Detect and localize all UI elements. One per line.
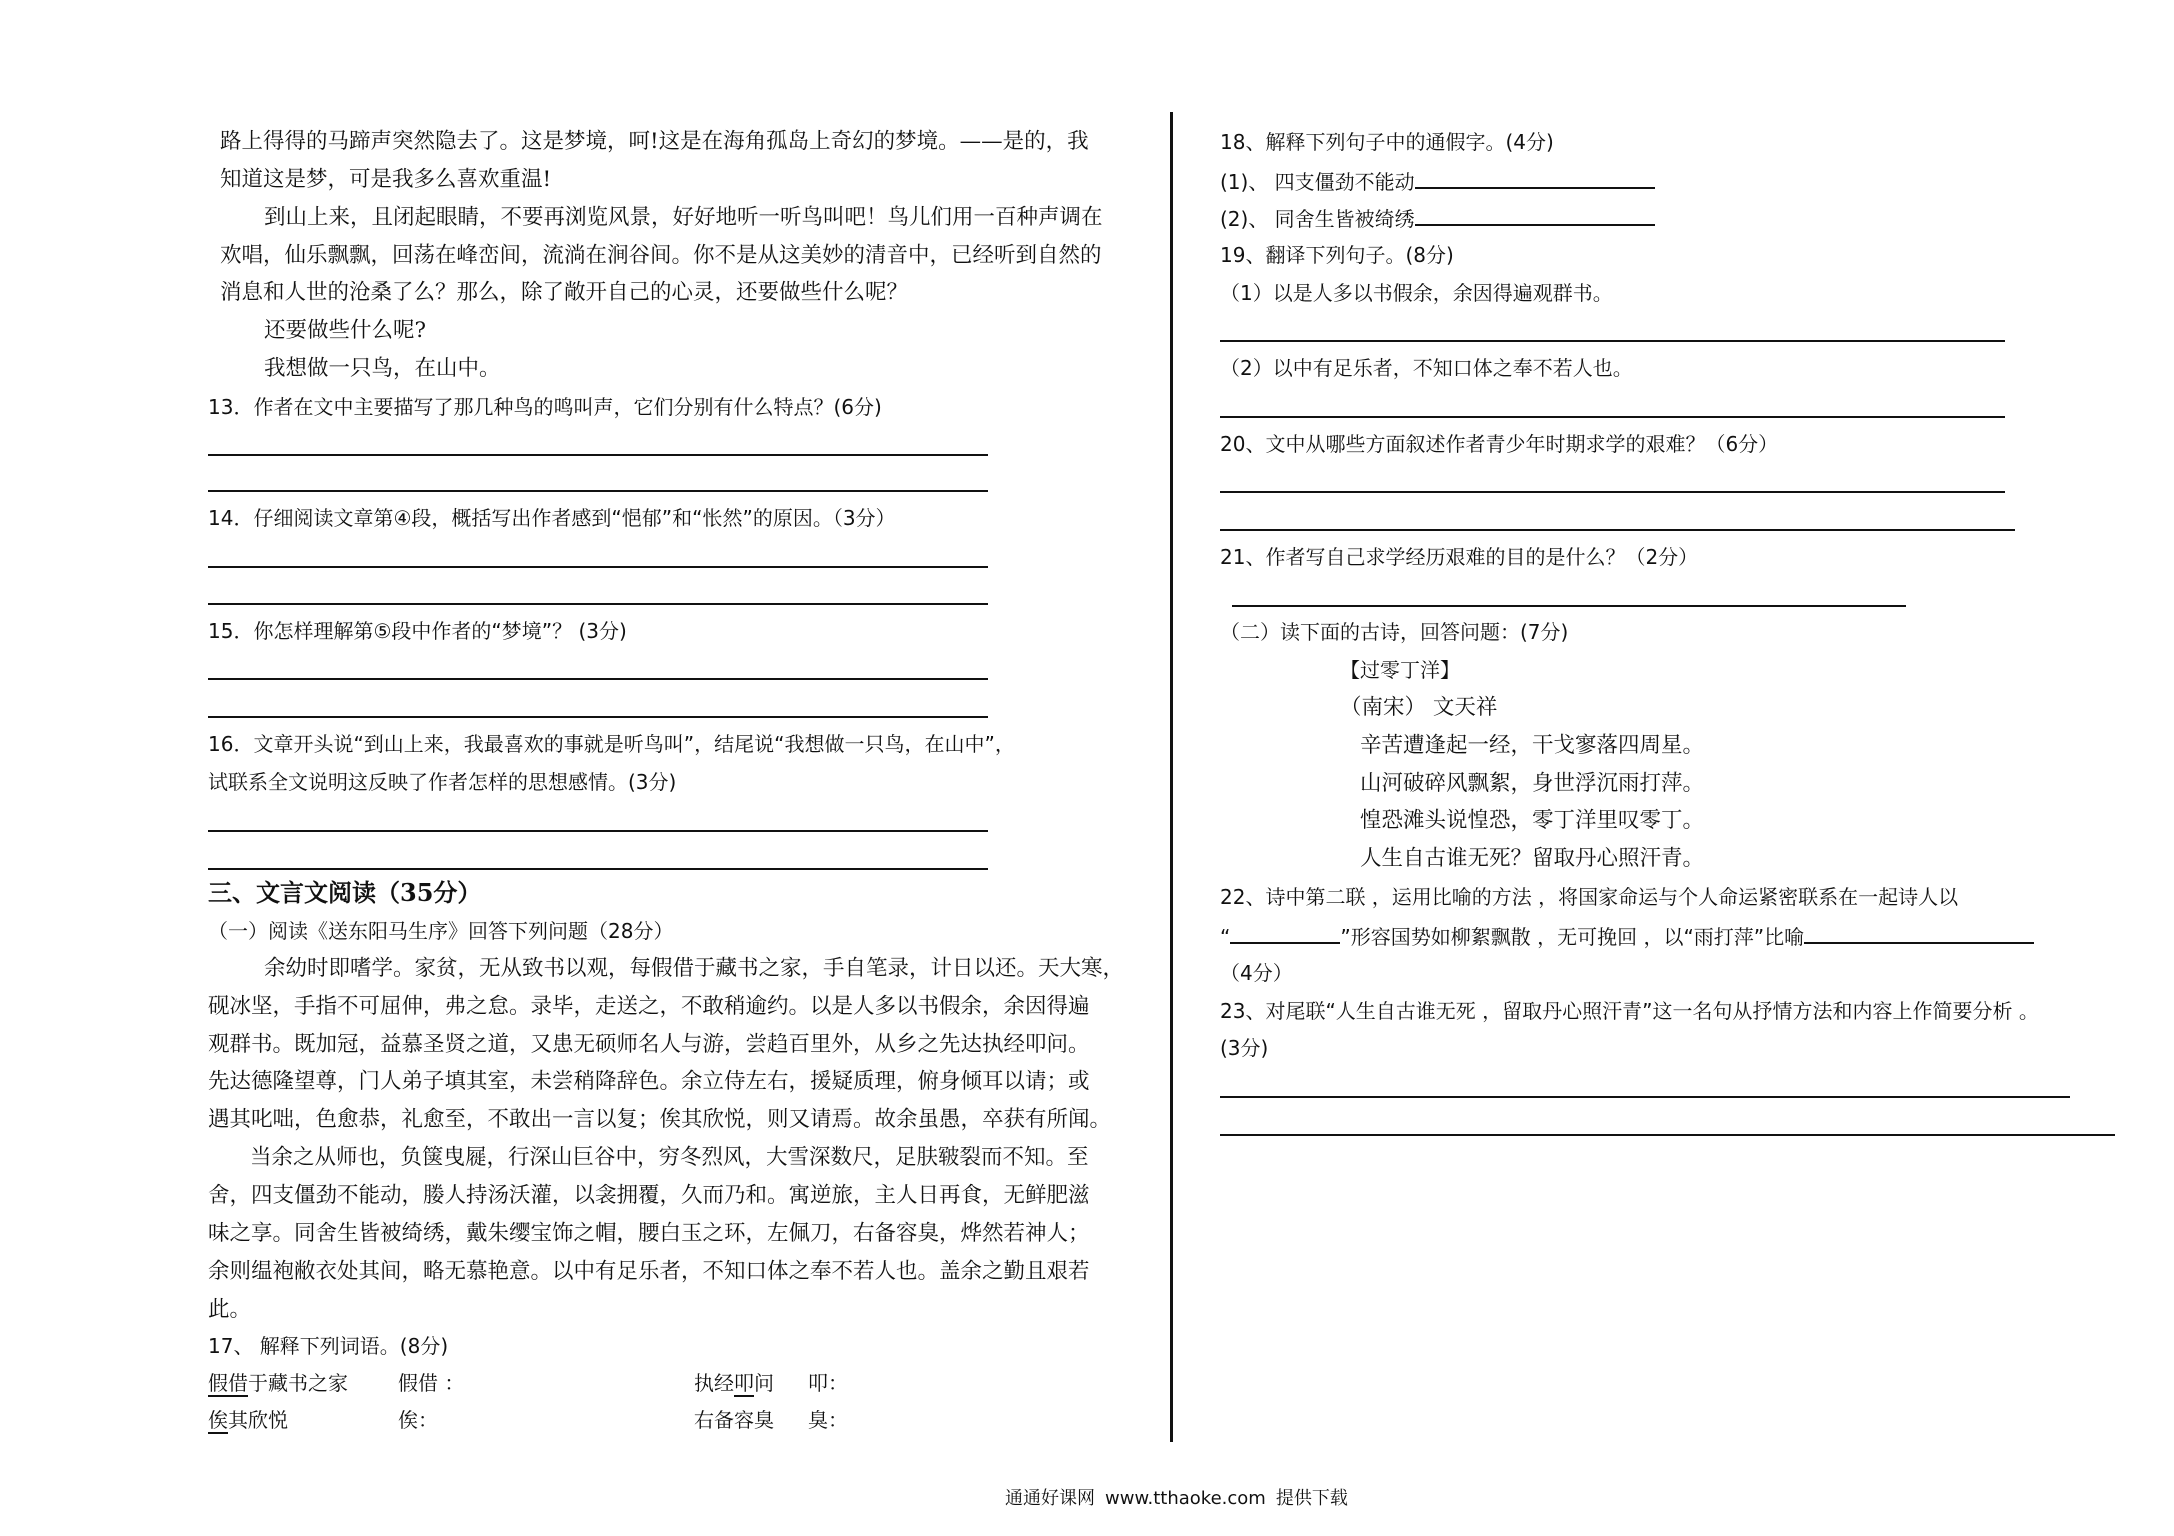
- vocab-answer[interactable]: 假借 ：: [398, 1371, 465, 1395]
- vocab-item: [208, 1405, 288, 1435]
- classical-text-line: 味之享。同舍生皆被绮绣，戴朱缨宝饰之帽，腰白玉之环，左佩刀，右备容臭，烨然若神人；: [208, 1221, 1090, 1246]
- vocab-answer[interactable]: 叩：: [808, 1371, 848, 1395]
- classical-text-line: 当余之从师也，负箧曳屣，行深山巨谷中，穷冬烈风，大雪深数尺，足肤皲裂而不知。至: [250, 1145, 1089, 1170]
- vocab-item: [694, 1368, 774, 1398]
- poem-line: 辛苦遭逢起一经，干戈寥落四周星。: [1360, 733, 1705, 758]
- passage-line: 还要做些什么呢?: [264, 318, 427, 343]
- question-23: 23、对尾联“人生自古谁无死 ，留取丹心照汗青”这一名句从抒情方法和内容上作简要分析 。: [1220, 999, 2039, 1023]
- vocab-target: 叩: [734, 1371, 754, 1395]
- question-19: 19、翻译下列句子。(8分): [1220, 243, 1454, 267]
- question-17: 17、 解释下列词语。(8分): [208, 1334, 449, 1358]
- question-18-item: [1220, 202, 1655, 234]
- classical-text-line: 遇其叱咄，色愈恭，礼愈至，不敢出一言以复；俟其欣悦，则又请焉。故余虽愚，卒获有所闻。: [208, 1107, 1112, 1132]
- answer-line[interactable]: [208, 678, 988, 680]
- answer-line[interactable]: [1220, 491, 2005, 493]
- item-text: (1)、 四支僵劲不能动: [1220, 170, 1415, 194]
- vocab-context: 问: [754, 1371, 774, 1395]
- answer-blank[interactable]: [1415, 165, 1655, 189]
- answer-blank[interactable]: [1415, 202, 1655, 226]
- question-13: 13．作者在文中主要描写了那几种鸟的鸣叫声，它们分别有什么特点？(6分): [208, 395, 882, 419]
- answer-line[interactable]: [1232, 605, 1906, 607]
- vocab-target: 俟: [208, 1408, 228, 1432]
- answer-line[interactable]: [1220, 340, 2005, 342]
- question-18: 18、解释下列句子中的通假字。(4分): [1220, 130, 1554, 154]
- vocab-context: 其欣悦: [228, 1408, 288, 1432]
- passage-line: 欢唱，仙乐飘飘，回荡在峰峦间，流淌在涧谷间。你不是从这美妙的清音中，已经听到自然的: [220, 243, 1102, 268]
- vocab-answer[interactable]: 臭：: [808, 1408, 848, 1432]
- question-22: 22、诗中第二联 ，运用比喻的方法 ，将国家命运与个人命运紧密联系在一起诗人以: [1220, 885, 1959, 909]
- vocab-context: 于藏书之家: [248, 1371, 348, 1395]
- question-14: 14．仔细阅读文章第④段，概括写出作者感到“悒郁”和“怅然”的原因。（3分）: [208, 506, 896, 530]
- question-15: 15．你怎样理解第⑤段中作者的“梦境”？ (3分): [208, 619, 627, 643]
- passage-line: 消息和人世的沧桑了么？那么，除了敞开自己的心灵，还要做些什么呢？: [220, 280, 909, 305]
- vocab-answer[interactable]: 俟：: [398, 1408, 438, 1432]
- passage-line: 路上得得的马蹄声突然隐去了。这是梦境，呵!这是在海角孤岛上奇幻的梦境。——是的，我: [220, 129, 1089, 154]
- question-21: 21、作者写自己求学经历艰难的目的是什么？（2分）: [1220, 545, 1699, 569]
- passage-line: 到山上来，且闭起眼睛，不要再浏览风景，好好地听一听鸟叫吧！鸟儿们用一百种声调在: [264, 205, 1103, 230]
- section-3-title: 三、文言文阅读（35分）: [208, 878, 482, 907]
- answer-line[interactable]: [1220, 529, 2015, 531]
- answer-line[interactable]: [208, 603, 988, 605]
- answer-blank[interactable]: [1230, 920, 1340, 944]
- answer-line[interactable]: [1220, 416, 2005, 418]
- footer-url[interactable]: www.tthaoke.com: [1105, 1488, 1266, 1509]
- page-footer: [1005, 1484, 1358, 1510]
- question-19-item: （2）以中有足乐者，不知口体之奉不若人也。: [1220, 356, 1633, 380]
- answer-blank[interactable]: [1804, 920, 2034, 944]
- question-19-item: （1）以是人多以书假余，余因得遍观群书。: [1220, 281, 1613, 305]
- subsection-2-title: （二）读下面的古诗，回答问题：(7分): [1220, 620, 1569, 644]
- poem-author: （南宋） 文天祥: [1340, 695, 1498, 720]
- classical-text-line: 此。: [208, 1297, 252, 1322]
- answer-line[interactable]: [1220, 1134, 2115, 1136]
- question-16: 试联系全文说明这反映了作者怎样的思想感情。(3分): [208, 770, 677, 794]
- answer-line[interactable]: [208, 454, 988, 456]
- poem-line: 惶恐滩头说惶恐，零丁洋里叹零丁。: [1360, 808, 1705, 833]
- answer-line[interactable]: [208, 490, 988, 492]
- item-text: (2)、 同舍生皆被绮绣: [1220, 207, 1415, 231]
- poem-title: 【过零丁洋】: [1340, 658, 1460, 682]
- footer-note: 提供下载: [1275, 1488, 1348, 1509]
- question-20: 20、文中从哪些方面叙述作者青少年时期求学的艰难？（6分）: [1220, 432, 1779, 456]
- classical-text-line: 余幼时即嗜学。家贫，无从致书以观，每假借于藏书之家，手自笔录，计日以还。天大寒，: [264, 956, 1125, 981]
- question-18-item: [1220, 165, 1655, 197]
- question-23: (3分): [1220, 1036, 1269, 1060]
- vocab-target: 假借: [208, 1371, 248, 1395]
- answer-line[interactable]: [208, 566, 988, 568]
- vocab-context: 执经: [694, 1371, 734, 1395]
- footer-site-name: 通通好课网: [1005, 1488, 1095, 1509]
- poem-line: 人生自古谁无死？留取丹心照汗青。: [1360, 846, 1705, 871]
- answer-line[interactable]: [1220, 1096, 2070, 1098]
- vocab-item: [208, 1368, 348, 1398]
- classical-text-line: 观群书。既加冠，益慕圣贤之道，又患无硕师名人与游，尝趋百里外，从乡之先达执经叩问。: [208, 1032, 1090, 1057]
- question-22: （4分）: [1220, 961, 1293, 985]
- quote-open: “: [1220, 925, 1231, 949]
- classical-text-line: 舍，四支僵劲不能动，媵人持汤沃灌，以衾拥覆，久而乃和。寓逆旅，主人日再食，无鲜肥滋: [208, 1183, 1090, 1208]
- question-text: ”形容国势如柳絮飘散 ，无可挽回 ，以“雨打萍”比喻: [1340, 925, 1805, 949]
- poem-line: 山河破碎风飘絮，身世浮沉雨打萍。: [1360, 771, 1705, 796]
- vocab-item: 右备容臭: [694, 1408, 774, 1432]
- classical-text-line: 砚冰坚，手指不可屈伸，弗之怠。录毕，走送之，不敢稍逾约。以是人多以书假余，余因得遍: [208, 994, 1090, 1019]
- column-divider: [1170, 112, 1173, 1442]
- question-16: 16．文章开头说“到山上来，我最喜欢的事就是听鸟叫”，结尾说“我想做一只鸟，在山中”，: [208, 732, 1015, 756]
- passage-line: 知道这是梦，可是我多么喜欢重温!: [220, 167, 552, 192]
- passage-line: 我想做一只鸟，在山中。: [264, 356, 501, 381]
- classical-text-line: 先达德隆望尊，门人弟子填其室，未尝稍降辞色。余立侍左右，援疑质理，俯身倾耳以请；或: [208, 1069, 1090, 1094]
- answer-line[interactable]: [208, 716, 988, 718]
- question-22: [1220, 920, 2034, 952]
- answer-line[interactable]: [208, 830, 988, 832]
- answer-line[interactable]: [208, 868, 988, 870]
- classical-text-line: 余则缊袍敝衣处其间，略无慕艳意。以中有足乐者，不知口体之奉不若人也。盖余之勤且艰若: [208, 1259, 1090, 1284]
- subsection-1-title: （一）阅读《送东阳马生序》回答下列问题（28分）: [208, 919, 674, 943]
